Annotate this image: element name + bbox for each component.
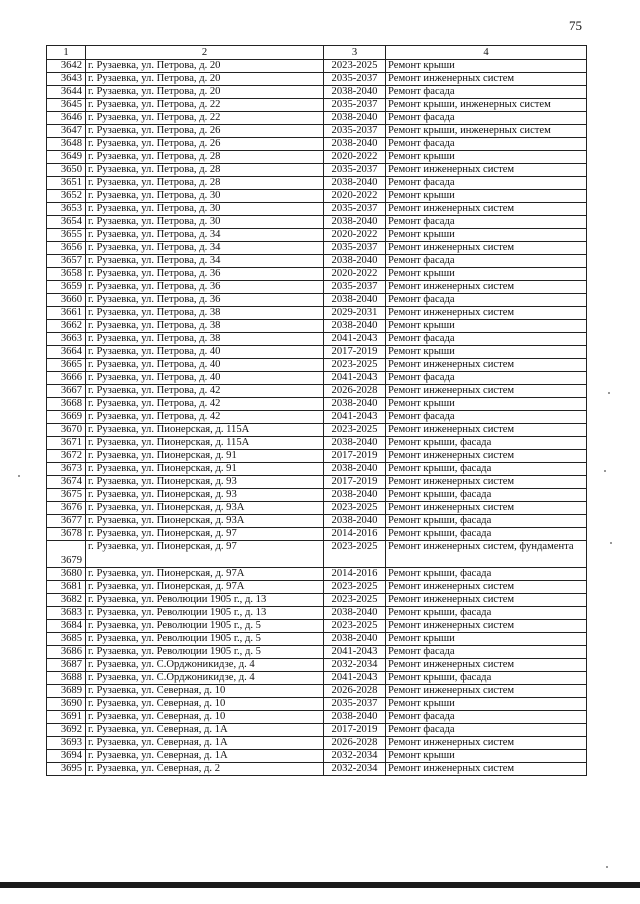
row-number-cell: 3644: [47, 86, 86, 99]
row-number-cell: 3683: [47, 607, 86, 620]
row-number-cell: 3645: [47, 99, 86, 112]
row-number-cell: 3651: [47, 177, 86, 190]
period-cell: 2026-2028: [324, 685, 386, 698]
row-number-cell: 3681: [47, 581, 86, 594]
period-cell: 2014-2016: [324, 568, 386, 581]
address-cell: г. Рузаевка, ул. Петрова, д. 22: [86, 99, 324, 112]
period-cell: 2041-2043: [324, 672, 386, 685]
table-row: [47, 711, 587, 724]
row-number-cell: 3649: [47, 151, 86, 164]
period-cell: 2038-2040: [324, 607, 386, 620]
table-row: [47, 515, 587, 528]
address-cell: г. Рузаевка, ул. Пионерская, д. 115А: [86, 424, 324, 437]
period-cell: 2035-2037: [324, 73, 386, 86]
row-number-cell: 3673: [47, 463, 86, 476]
address-cell: г. Рузаевка, ул. Пионерская, д. 91: [86, 450, 324, 463]
address-cell: г. Рузаевка, ул. Северная, д. 10: [86, 698, 324, 711]
table-row: [47, 125, 587, 138]
row-number-cell: 3655: [47, 229, 86, 242]
address-cell: г. Рузаевка, ул. С.Орджоникидзе, д. 4: [86, 659, 324, 672]
page-number: 75: [569, 18, 582, 33]
work-type-cell: Ремонт фасада: [386, 138, 587, 151]
period-cell: 2023-2025: [324, 502, 386, 515]
work-type-cell: Ремонт инженерных систем: [386, 203, 587, 216]
work-type-cell: Ремонт фасада: [386, 724, 587, 737]
work-type-cell: Ремонт крыши: [386, 633, 587, 646]
work-type-cell: Ремонт инженерных систем: [386, 620, 587, 633]
work-type-cell: Ремонт крыши: [386, 750, 587, 763]
table-row: [47, 268, 587, 281]
address-cell: г. Рузаевка, ул. Петрова, д. 40: [86, 346, 324, 359]
work-type-cell: Ремонт фасада: [386, 216, 587, 229]
table-row: [47, 151, 587, 164]
scan-speck: [606, 866, 608, 868]
table-row: [47, 659, 587, 672]
table-row: [47, 620, 587, 633]
row-number-cell: 3675: [47, 489, 86, 502]
work-type-cell: Ремонт инженерных систем: [386, 164, 587, 177]
address-cell: г. Рузаевка, ул. Петрова, д. 42: [86, 411, 324, 424]
work-type-cell: Ремонт инженерных систем: [386, 242, 587, 255]
table-row: [47, 177, 587, 190]
address-cell: г. Рузаевка, ул. Северная, д. 1А: [86, 750, 324, 763]
table-row: [47, 633, 587, 646]
row-number-cell: 3646: [47, 112, 86, 125]
work-type-cell: Ремонт фасада: [386, 294, 587, 307]
row-number-cell: 3684: [47, 620, 86, 633]
address-cell: г. Рузаевка, ул. Пионерская, д. 97: [86, 528, 324, 541]
period-cell: 2017-2019: [324, 724, 386, 737]
scan-speck: [604, 470, 606, 472]
table-row: [47, 502, 587, 515]
period-cell: 2041-2043: [324, 372, 386, 385]
scan-speck: [18, 475, 20, 477]
work-type-cell: Ремонт крыши: [386, 398, 587, 411]
address-cell: г. Рузаевка, ул. Петрова, д. 28: [86, 164, 324, 177]
row-number-cell: 3668: [47, 398, 86, 411]
work-type-cell: Ремонт крыши: [386, 60, 587, 73]
scan-speck: [610, 542, 612, 544]
table-row: [47, 307, 587, 320]
table-row: [47, 99, 587, 112]
row-number-cell: 3665: [47, 359, 86, 372]
period-cell: 2038-2040: [324, 138, 386, 151]
work-type-cell: Ремонт крыши: [386, 320, 587, 333]
row-number-cell: 3694: [47, 750, 86, 763]
address-cell: г. Рузаевка, ул. Пионерская, д. 93А: [86, 515, 324, 528]
address-cell: г. Рузаевка, ул. Петрова, д. 30: [86, 216, 324, 229]
table-row: [47, 112, 587, 125]
period-cell: 2035-2037: [324, 281, 386, 294]
header-cell-period: 3: [324, 46, 386, 60]
scan-speck: [608, 392, 610, 394]
address-cell: г. Рузаевка, ул. Северная, д. 10: [86, 711, 324, 724]
address-cell: г. Рузаевка, ул. Петрова, д. 40: [86, 359, 324, 372]
work-type-cell: Ремонт инженерных систем: [386, 763, 587, 776]
work-type-cell: Ремонт инженерных систем: [386, 685, 587, 698]
work-type-cell: Ремонт крыши: [386, 698, 587, 711]
address-cell: г. Рузаевка, ул. Петрова, д. 36: [86, 281, 324, 294]
row-number-cell: 3661: [47, 307, 86, 320]
address-cell: г. Рузаевка, ул. Петрова, д. 26: [86, 138, 324, 151]
table-row: [47, 411, 587, 424]
period-cell: 2038-2040: [324, 633, 386, 646]
repair-schedule-table: [46, 45, 587, 776]
row-number-cell: 3677: [47, 515, 86, 528]
period-cell: 2041-2043: [324, 333, 386, 346]
row-number-cell: 3659: [47, 281, 86, 294]
row-number-cell: 3669: [47, 411, 86, 424]
address-cell: г. Рузаевка, ул. Петрова, д. 30: [86, 190, 324, 203]
work-type-cell: Ремонт инженерных систем: [386, 659, 587, 672]
row-number-cell: 3682: [47, 594, 86, 607]
work-type-cell: Ремонт крыши: [386, 190, 587, 203]
row-number-cell: 3642: [47, 60, 86, 73]
row-number-cell: 3691: [47, 711, 86, 724]
table-row: [47, 437, 587, 450]
period-cell: 2023-2025: [324, 620, 386, 633]
work-type-cell: Ремонт инженерных систем: [386, 737, 587, 750]
work-type-cell: Ремонт инженерных систем: [386, 476, 587, 489]
row-number-cell: 3687: [47, 659, 86, 672]
table-row: [47, 203, 587, 216]
table-row: [47, 60, 587, 73]
period-cell: 2017-2019: [324, 476, 386, 489]
work-type-cell: Ремонт инженерных систем: [386, 450, 587, 463]
table-body: [47, 46, 587, 776]
address-cell: г. Рузаевка, ул. Революции 1905 г., д. 13: [86, 607, 324, 620]
address-cell: г. Рузаевка, ул. Пионерская, д. 91: [86, 463, 324, 476]
period-cell: 2014-2016: [324, 528, 386, 541]
period-cell: 2020-2022: [324, 151, 386, 164]
address-cell: г. Рузаевка, ул. Пионерская, д. 93: [86, 489, 324, 502]
period-cell: 2020-2022: [324, 190, 386, 203]
table-row: [47, 385, 587, 398]
period-cell: 2041-2043: [324, 646, 386, 659]
period-cell: 2017-2019: [324, 450, 386, 463]
row-number-cell: 3690: [47, 698, 86, 711]
header-cell-work-type: 4: [386, 46, 587, 60]
row-number-cell: 3676: [47, 502, 86, 515]
work-type-cell: Ремонт фасада: [386, 372, 587, 385]
period-cell: 2023-2025: [324, 359, 386, 372]
work-type-cell: Ремонт инженерных систем: [386, 359, 587, 372]
row-number-cell: 3658: [47, 268, 86, 281]
work-type-cell: Ремонт инженерных систем: [386, 73, 587, 86]
table-row: [47, 320, 587, 333]
row-number-cell: 3662: [47, 320, 86, 333]
row-number-cell: 3667: [47, 385, 86, 398]
table-row: [47, 255, 587, 268]
period-cell: 2035-2037: [324, 125, 386, 138]
work-type-cell: Ремонт инженерных систем: [386, 581, 587, 594]
table-row: [47, 763, 587, 776]
row-number-cell: 3654: [47, 216, 86, 229]
table-row: [47, 346, 587, 359]
period-cell: 2035-2037: [324, 164, 386, 177]
work-type-cell: Ремонт крыши, фасада: [386, 607, 587, 620]
table-row: [47, 489, 587, 502]
work-type-cell: Ремонт фасада: [386, 711, 587, 724]
address-cell: г. Рузаевка, ул. С.Орджоникидзе, д. 4: [86, 672, 324, 685]
table-header-row: [47, 46, 587, 60]
work-type-cell: Ремонт инженерных систем: [386, 385, 587, 398]
row-number-cell: 3648: [47, 138, 86, 151]
period-cell: 2038-2040: [324, 515, 386, 528]
work-type-cell: Ремонт крыши: [386, 268, 587, 281]
work-type-cell: Ремонт инженерных систем: [386, 307, 587, 320]
table-row: [47, 372, 587, 385]
period-cell: 2038-2040: [324, 294, 386, 307]
row-number-cell: 3647: [47, 125, 86, 138]
table-row: [47, 73, 587, 86]
work-type-cell: Ремонт крыши: [386, 151, 587, 164]
row-number-cell: 3695: [47, 763, 86, 776]
table-row: [47, 476, 587, 489]
address-cell: г. Рузаевка, ул. Северная, д. 10: [86, 685, 324, 698]
work-type-cell: Ремонт фасада: [386, 86, 587, 99]
period-cell: 2035-2037: [324, 698, 386, 711]
address-cell: г. Рузаевка, ул. Пионерская, д. 93: [86, 476, 324, 489]
work-type-cell: Ремонт крыши, фасада: [386, 672, 587, 685]
row-number-cell: 3657: [47, 255, 86, 268]
table-row: [47, 164, 587, 177]
work-type-cell: Ремонт инженерных систем: [386, 502, 587, 515]
row-number-cell: 3672: [47, 450, 86, 463]
period-cell: 2035-2037: [324, 242, 386, 255]
period-cell: 2026-2028: [324, 385, 386, 398]
row-number-cell: 3688: [47, 672, 86, 685]
address-cell: г. Рузаевка, ул. Петрова, д. 28: [86, 177, 324, 190]
work-type-cell: Ремонт инженерных систем, фундамента: [386, 541, 587, 568]
work-type-cell: Ремонт крыши, инженерных систем: [386, 99, 587, 112]
address-cell: г. Рузаевка, ул. Петрова, д. 20: [86, 86, 324, 99]
address-cell: г. Рузаевка, ул. Революции 1905 г., д. 5: [86, 646, 324, 659]
period-cell: 2038-2040: [324, 320, 386, 333]
row-number-cell: 3686: [47, 646, 86, 659]
address-cell: г. Рузаевка, ул. Петрова, д. 26: [86, 125, 324, 138]
work-type-cell: Ремонт фасада: [386, 646, 587, 659]
table-row: [47, 190, 587, 203]
address-cell: г. Рузаевка, ул. Петрова, д. 30: [86, 203, 324, 216]
table-row: [47, 294, 587, 307]
work-type-cell: Ремонт крыши, фасада: [386, 437, 587, 450]
period-cell: 2038-2040: [324, 177, 386, 190]
row-number-cell: 3643: [47, 73, 86, 86]
address-cell: г. Рузаевка, ул. Петрова, д. 22: [86, 112, 324, 125]
table-row: [47, 398, 587, 411]
row-number-cell: 3664: [47, 346, 86, 359]
address-cell: г. Рузаевка, ул. Петрова, д. 20: [86, 60, 324, 73]
period-cell: 2032-2034: [324, 750, 386, 763]
period-cell: 2038-2040: [324, 711, 386, 724]
period-cell: 2038-2040: [324, 86, 386, 99]
period-cell: 2023-2025: [324, 424, 386, 437]
period-cell: 2023-2025: [324, 60, 386, 73]
period-cell: 2038-2040: [324, 489, 386, 502]
address-cell: г. Рузаевка, ул. Петрова, д. 38: [86, 307, 324, 320]
period-cell: 2032-2034: [324, 659, 386, 672]
table-row: [47, 594, 587, 607]
work-type-cell: Ремонт крыши, фасада: [386, 515, 587, 528]
address-cell: г. Рузаевка, ул. Северная, д. 1А: [86, 737, 324, 750]
table-row: [47, 737, 587, 750]
period-cell: 2038-2040: [324, 463, 386, 476]
address-cell: г. Рузаевка, ул. Петрова, д. 42: [86, 398, 324, 411]
row-number-cell: 3689: [47, 685, 86, 698]
row-number-cell: 3663: [47, 333, 86, 346]
table-row: [47, 568, 587, 581]
period-cell: 2023-2025: [324, 541, 386, 568]
table-row: [47, 646, 587, 659]
scan-edge-bar: [0, 882, 640, 888]
row-number-cell: 3680: [47, 568, 86, 581]
address-cell: г. Рузаевка, ул. Петрова, д. 20: [86, 73, 324, 86]
work-type-cell: Ремонт крыши: [386, 346, 587, 359]
table-row: [47, 698, 587, 711]
address-cell: г. Рузаевка, ул. Пионерская, д. 97А: [86, 581, 324, 594]
work-type-cell: Ремонт фасада: [386, 411, 587, 424]
address-cell: г. Рузаевка, ул. Северная, д. 2: [86, 763, 324, 776]
table-row: [47, 672, 587, 685]
address-cell: г. Рузаевка, ул. Петрова, д. 36: [86, 294, 324, 307]
period-cell: 2017-2019: [324, 346, 386, 359]
work-type-cell: Ремонт фасада: [386, 112, 587, 125]
table-row: [47, 86, 587, 99]
row-number-cell: 3685: [47, 633, 86, 646]
row-number-cell: 3670: [47, 424, 86, 437]
period-cell: 2038-2040: [324, 216, 386, 229]
address-cell: г. Рузаевка, ул. Петрова, д. 34: [86, 229, 324, 242]
table-row: [47, 216, 587, 229]
work-type-cell: Ремонт инженерных систем: [386, 281, 587, 294]
period-cell: 2041-2043: [324, 411, 386, 424]
table-row: [47, 138, 587, 151]
address-cell: г. Рузаевка, ул. Революции 1905 г., д. 13: [86, 594, 324, 607]
row-number-cell: 3660: [47, 294, 86, 307]
work-type-cell: Ремонт крыши, фасада: [386, 568, 587, 581]
address-cell: г. Рузаевка, ул. Революции 1905 г., д. 5: [86, 620, 324, 633]
work-type-cell: Ремонт фасада: [386, 177, 587, 190]
table-row: [47, 242, 587, 255]
row-number-cell: 3692: [47, 724, 86, 737]
table-row: [47, 359, 587, 372]
address-cell: г. Рузаевка, ул. Петрова, д. 38: [86, 333, 324, 346]
period-cell: 2035-2037: [324, 203, 386, 216]
period-cell: 2020-2022: [324, 268, 386, 281]
address-cell: г. Рузаевка, ул. Петрова, д. 40: [86, 372, 324, 385]
work-type-cell: Ремонт крыши, фасада: [386, 463, 587, 476]
row-number-cell: 3656: [47, 242, 86, 255]
table-row: [47, 333, 587, 346]
address-cell: г. Рузаевка, ул. Петрова, д. 42: [86, 385, 324, 398]
row-number-cell: 3674: [47, 476, 86, 489]
address-cell: г. Рузаевка, ул. Пионерская, д. 97: [86, 541, 324, 568]
table-row: [47, 528, 587, 541]
period-cell: 2038-2040: [324, 255, 386, 268]
period-cell: 2038-2040: [324, 398, 386, 411]
table-row: [47, 581, 587, 594]
address-cell: г. Рузаевка, ул. Пионерская, д. 93А: [86, 502, 324, 515]
address-cell: г. Рузаевка, ул. Пионерская, д. 115А: [86, 437, 324, 450]
period-cell: 2032-2034: [324, 763, 386, 776]
table-row: [47, 724, 587, 737]
row-number-cell: 3652: [47, 190, 86, 203]
period-cell: 2038-2040: [324, 112, 386, 125]
address-cell: г. Рузаевка, ул. Северная, д. 1А: [86, 724, 324, 737]
work-type-cell: Ремонт фасада: [386, 255, 587, 268]
row-number-cell: 3666: [47, 372, 86, 385]
row-number-cell: 3679: [47, 541, 86, 568]
period-cell: 2026-2028: [324, 737, 386, 750]
row-number-cell: 3650: [47, 164, 86, 177]
work-type-cell: Ремонт крыши: [386, 229, 587, 242]
address-cell: г. Рузаевка, ул. Петрова, д. 36: [86, 268, 324, 281]
header-cell-number: 1: [47, 46, 86, 60]
table-row: [47, 541, 587, 568]
address-cell: г. Рузаевка, ул. Пионерская, д. 97А: [86, 568, 324, 581]
row-number-cell: 3653: [47, 203, 86, 216]
work-type-cell: Ремонт фасада: [386, 333, 587, 346]
work-type-cell: Ремонт инженерных систем: [386, 594, 587, 607]
address-cell: г. Рузаевка, ул. Петрова, д. 34: [86, 255, 324, 268]
address-cell: г. Рузаевка, ул. Петрова, д. 28: [86, 151, 324, 164]
address-cell: г. Рузаевка, ул. Петрова, д. 34: [86, 242, 324, 255]
work-type-cell: Ремонт крыши, инженерных систем: [386, 125, 587, 138]
address-cell: г. Рузаевка, ул. Революции 1905 г., д. 5: [86, 633, 324, 646]
period-cell: 2023-2025: [324, 581, 386, 594]
table-row: [47, 229, 587, 242]
row-number-cell: 3693: [47, 737, 86, 750]
period-cell: 2023-2025: [324, 594, 386, 607]
table-row: [47, 424, 587, 437]
work-type-cell: Ремонт крыши, фасада: [386, 528, 587, 541]
header-cell-address: 2: [86, 46, 324, 60]
period-cell: 2035-2037: [324, 99, 386, 112]
row-number-cell: 3678: [47, 528, 86, 541]
period-cell: 2029-2031: [324, 307, 386, 320]
row-number-cell: 3671: [47, 437, 86, 450]
work-type-cell: Ремонт инженерных систем: [386, 424, 587, 437]
table-row: [47, 685, 587, 698]
work-type-cell: Ремонт крыши, фасада: [386, 489, 587, 502]
table-row: [47, 607, 587, 620]
table-row: [47, 463, 587, 476]
address-cell: г. Рузаевка, ул. Петрова, д. 38: [86, 320, 324, 333]
table-row: [47, 750, 587, 763]
table-row: [47, 450, 587, 463]
table-row: [47, 281, 587, 294]
period-cell: 2038-2040: [324, 437, 386, 450]
period-cell: 2020-2022: [324, 229, 386, 242]
